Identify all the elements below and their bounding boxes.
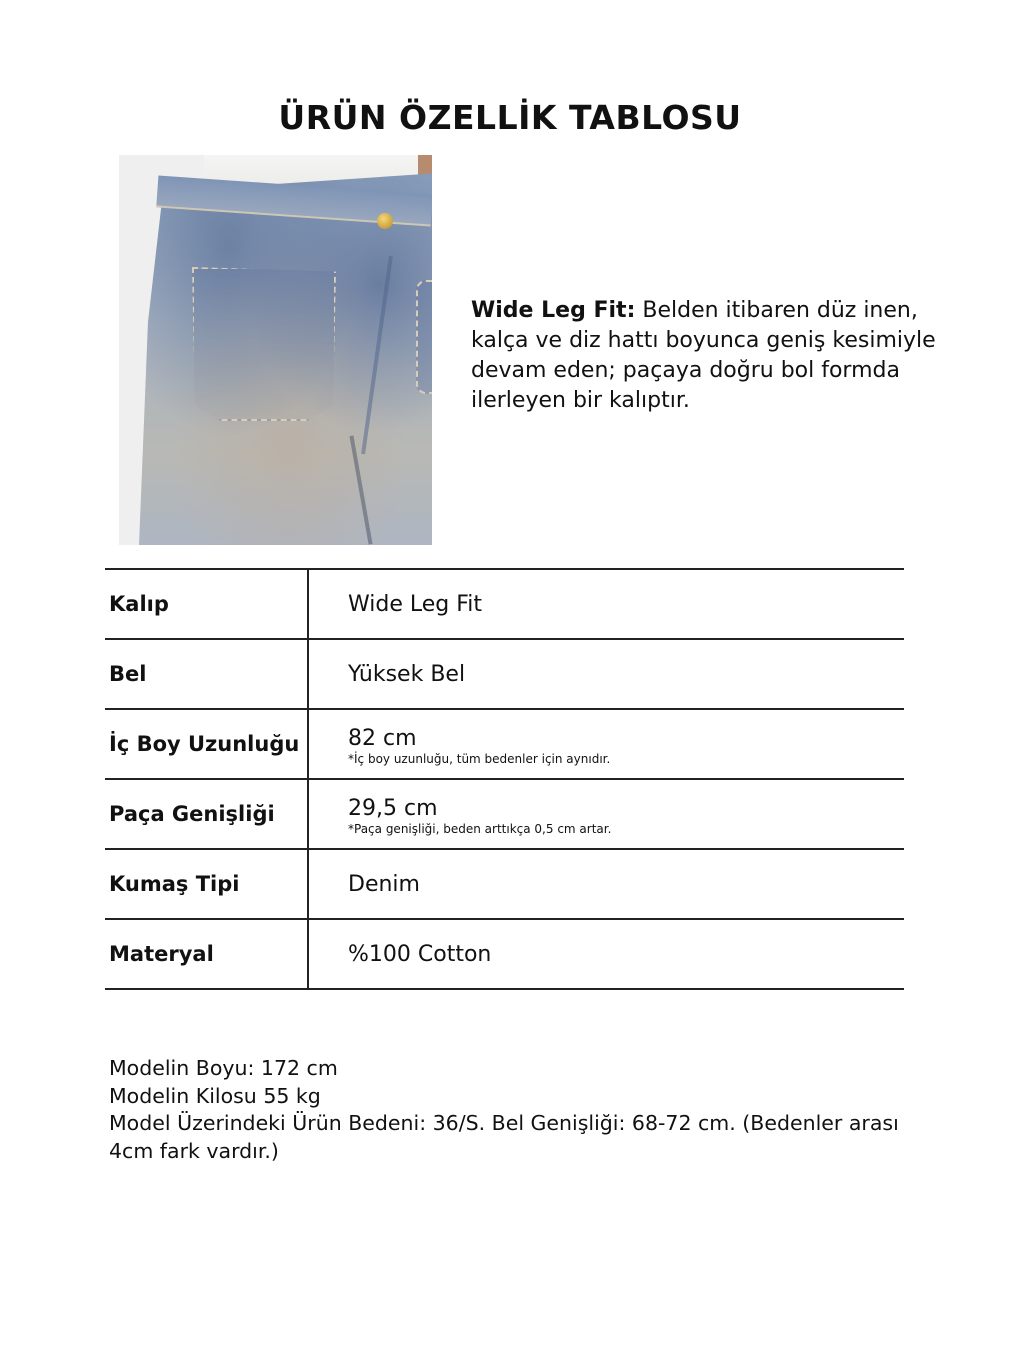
- model-weight: Modelin Kilosu 55 kg: [109, 1083, 321, 1108]
- fit-name: Wide Leg Fit:: [471, 298, 636, 323]
- column-divider: [307, 850, 309, 918]
- row-label: Bel: [109, 662, 147, 686]
- row-note: *Paça genişliği, beden arttıkça 0,5 cm artar.: [348, 822, 612, 836]
- row-value-text: %100 Cotton: [348, 941, 492, 967]
- row-value-text: Wide Leg Fit: [348, 591, 483, 617]
- page-title: ÜRÜN ÖZELLİK TABLOSU: [278, 98, 742, 137]
- table-row: [105, 920, 904, 990]
- model-height: Modelin Boyu: 172 cm: [109, 1056, 338, 1080]
- row-value-text: Denim: [348, 871, 420, 897]
- table-row: [105, 780, 904, 850]
- row-value: [348, 710, 610, 778]
- product-photo: [119, 155, 432, 545]
- column-divider: [307, 780, 309, 848]
- spec-table: [105, 568, 904, 990]
- table-row: [105, 570, 904, 640]
- table-row: [105, 850, 904, 920]
- column-divider: [307, 710, 309, 778]
- row-value: [348, 850, 420, 918]
- row-value: [348, 570, 482, 638]
- model-size: Model Üzerindeki Ürün Bedeni: 36/S. Bel Genişliği: 68-72 cm. (Bedenler arası 4cm fark vardır.): [109, 1111, 899, 1163]
- row-value-text: Yüksek Bel: [348, 661, 466, 687]
- column-divider: [307, 570, 309, 638]
- front-pocket-graphic: [192, 267, 336, 421]
- row-value-text: 29,5 cm: [348, 796, 438, 821]
- row-note: *İç boy uzunluğu, tüm bedenler için aynıdır.: [348, 752, 611, 766]
- row-value-text: 82 cm: [348, 726, 417, 751]
- row-value: [348, 640, 465, 708]
- fit-description-text: Belden itibaren düz inen, kalça ve diz hattı boyunca geniş kesimiyle devam eden; paçaya doğru bol formda ilerleyen bir kalıptır.: [471, 298, 936, 413]
- column-divider: [307, 920, 309, 988]
- row-label: Kalıp: [109, 592, 169, 616]
- row-label: İç Boy Uzunluğu: [109, 732, 300, 756]
- row-label: Paça Genişliği: [109, 802, 275, 826]
- table-row: [105, 710, 904, 780]
- row-label: Materyal: [109, 942, 214, 966]
- row-value: [348, 780, 611, 848]
- row-value: [348, 920, 491, 988]
- jeans-button-graphic: [377, 213, 393, 229]
- table-row: [105, 640, 904, 710]
- second-pocket-graphic: [416, 280, 432, 394]
- fit-description: [471, 296, 941, 416]
- row-label: Kumaş Tipi: [109, 872, 240, 896]
- column-divider: [307, 640, 309, 708]
- model-info: [109, 1055, 909, 1165]
